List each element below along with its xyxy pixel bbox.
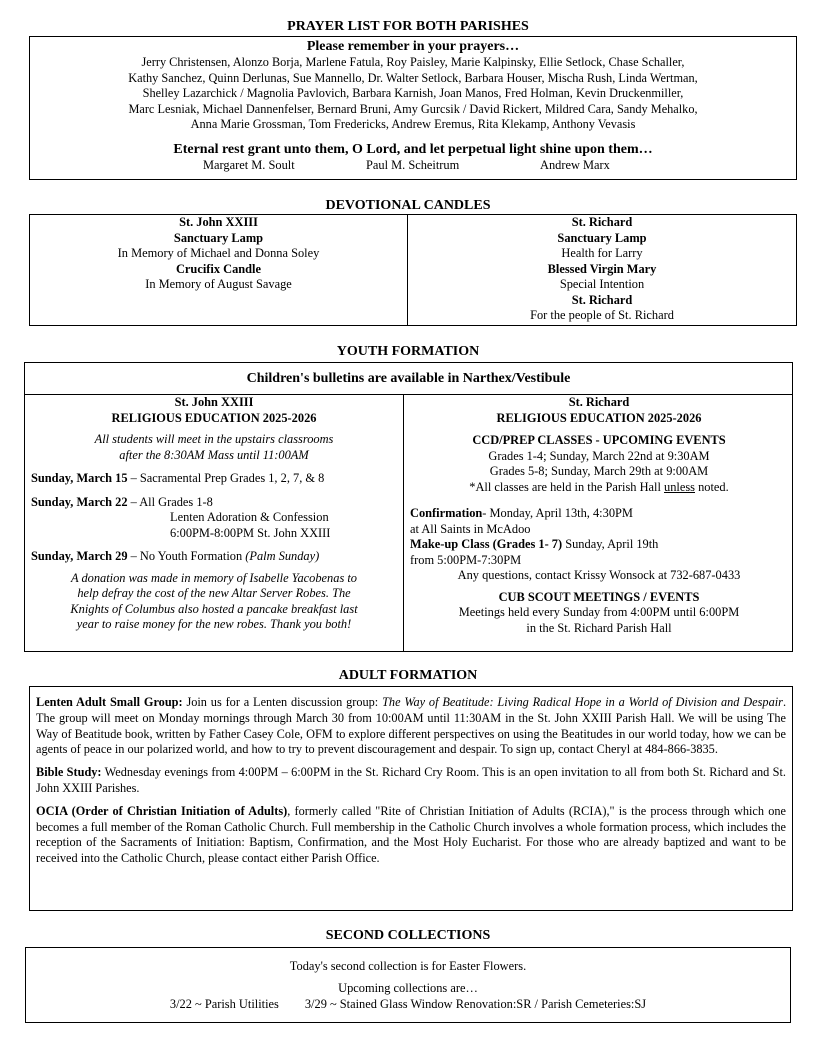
ccd-line: Grades 1-4; Sunday, March 22nd at 9:30AM: [488, 448, 710, 463]
youth-box: [24, 362, 793, 652]
candles-title: DEVOTIONAL CANDLES: [325, 198, 491, 213]
event-line: [31, 471, 397, 487]
donation-note: [31, 571, 397, 633]
youth-note: All students will meet in the upstairs classrooms: [94, 432, 334, 446]
candles-left-column: [30, 215, 407, 325]
adult-title: ADULT FORMATION: [338, 668, 478, 683]
event-note: (Palm Sunday): [245, 549, 320, 563]
candle-text: Health for Larry: [561, 246, 643, 260]
collections-upcoming: Upcoming collections are…: [338, 981, 478, 995]
prayer-line: Anna Marie Grossman, Tom Fredericks, Andrew Eremus, Rita Klekamp, Anthony Vevasis: [190, 117, 636, 131]
event-detail: Lenten Adoration & Confession: [170, 510, 329, 524]
deceased-name: Andrew Marx: [540, 157, 610, 172]
confirmation-location: at All Saints in McAdoo: [410, 521, 531, 536]
event-date: Sunday, March 22: [31, 494, 128, 509]
youth-right-column: [410, 395, 788, 636]
makeup-time: from 5:00PM-7:30PM: [410, 552, 522, 567]
makeup-label: Make-up Class (Grades 1- 7): [410, 537, 563, 551]
donation-line: help defray the cost of the new Altar Server Robes. The: [77, 586, 351, 600]
confirmation-text: - Monday, April 13th, 4:30PM: [482, 506, 633, 520]
donation-line: A donation was made in memory of Isabelle Yacobenas to: [71, 570, 357, 585]
adult-box: [29, 686, 793, 911]
prayer-list-box: [29, 36, 797, 180]
paragraph-label: OCIA (Order of Christian Initiation of Adults): [36, 803, 288, 818]
collections-title: SECOND COLLECTIONS: [325, 928, 491, 943]
ccd-note-text: *All classes are held in the Parish Hall: [469, 479, 665, 494]
scout-heading: CUB SCOUT MEETINGS / EVENTS: [498, 589, 700, 604]
candle-item: Sanctuary Lamp: [557, 230, 647, 245]
prayer-line: Shelley Lazarchick / Magnolia Pavlovich, Barbara Karnish, Joan Manos, Fred Holman, Kevin Druckenmiller,: [142, 86, 684, 100]
prayer-line: Kathy Sanchez, Quinn Derlunas, Sue Mannello, Dr. Walter Setlock, Barbara Houser, Mischa Rush, Linda Wertman,: [128, 70, 698, 85]
bulletin-banner: Children's bulletins are available in Narthex/Vestibule: [246, 371, 571, 386]
confirmation-line: [410, 506, 788, 522]
candle-text: In Memory of Michael and Donna Soley: [117, 246, 320, 260]
ccd-heading: CCD/PREP CLASSES - UPCOMING EVENTS: [472, 433, 726, 447]
candle-text: For the people of St. Richard: [530, 308, 674, 322]
prayer-names: [30, 55, 796, 133]
candles-box: [29, 214, 797, 326]
event-text: – Sacramental Prep Grades 1, 2, 7, & 8: [127, 471, 325, 485]
candle-parish: St. John XXIII: [179, 215, 258, 229]
event-line: [31, 549, 397, 565]
youth-program: RELIGIOUS EDUCATION 2025-2026: [111, 410, 317, 425]
paragraph-text: Join us for a Lenten discussion group:: [182, 695, 383, 709]
event-detail: 6:00PM-8:00PM St. John XXIII: [170, 525, 331, 540]
ccd-note-emphasis: unless: [664, 479, 695, 494]
candle-parish: St. Richard: [571, 215, 633, 229]
collection-item: 3/22 ~ Parish Utilities: [169, 997, 279, 1011]
candle-text: In Memory of August Savage: [145, 277, 292, 291]
youth-note: after the 8:30AM Mass until 11:00AM: [119, 447, 309, 462]
deceased-list: [30, 158, 796, 174]
deceased-name: Margaret M. Soult: [203, 157, 295, 172]
prayer-list-title: PRAYER LIST FOR BOTH PARISHES: [287, 19, 529, 34]
youth-parish: St. Richard: [568, 395, 630, 409]
donation-line: Knights of Columbus also hosted a pancake breakfast last: [70, 601, 358, 616]
candle-item: Sanctuary Lamp: [173, 230, 264, 245]
candle-item: St. Richard: [571, 292, 633, 307]
eternal-rest-heading: Eternal rest grant unto them, O Lord, and let perpetual light shine upon them…: [173, 141, 653, 157]
ccd-note: [410, 480, 788, 496]
prayer-line: Jerry Christensen, Alonzo Borja, Marlene Fatula, Roy Paisley, Marie Kalpinsky, Ellie Setlock, Chase Schaller,: [141, 55, 685, 69]
event-line: [31, 495, 397, 511]
youth-parish: St. John XXIII: [174, 395, 254, 409]
event-text: – No Youth Formation: [127, 549, 246, 563]
candle-item: Crucifix Candle: [175, 261, 261, 276]
donation-line: year to raise money for the new robes. Thank you both!: [76, 617, 352, 631]
ccd-note-text: noted.: [695, 479, 729, 494]
ccd-line: Grades 5-8; Sunday, March 29th at 9:00AM: [489, 464, 709, 478]
paragraph-label: Bible Study:: [36, 765, 102, 780]
youth-left-column: [31, 395, 397, 633]
youth-divider: [403, 394, 404, 651]
candle-item: Blessed Virgin Mary: [547, 261, 657, 276]
collections-schedule: [26, 996, 790, 1012]
collection-item: 3/29 ~ Stained Glass Window Renovation:SR / Parish Cemeteries:SJ: [304, 997, 647, 1011]
book-title: The Way of Beatitude: Living Radical Hope in a World of Division and Despair: [382, 695, 783, 709]
collections-box: [25, 947, 791, 1023]
event-date: Sunday, March 29: [31, 549, 128, 563]
contact-line: Any questions, contact Krissy Wonsock at 732-687-0433: [457, 568, 741, 582]
adult-paragraph: [36, 804, 786, 867]
candle-text: Special Intention: [559, 277, 645, 291]
deceased-name: Paul M. Scheitrum: [366, 157, 460, 172]
makeup-text: Sunday, April 19th: [562, 537, 659, 551]
paragraph-text: , formerly called "Rite of Christian Initiation of Adults (RCIA)," is the process through which one becomes a full member of the Roman Catholic Church. Full membership in the Catholic Church involves a whole formation process, which includes the reception of the Sacraments of Initiation: Baptism, Confirmation, and the Most Holy Eucharist. For those who are already baptized and want to be received into the Catholic Church, please contact either Parish Office.: [36, 803, 786, 866]
confirmation-label: Confirmation: [410, 506, 483, 520]
paragraph-text: . The group will meet on Monday mornings through March 30 from 10:00AM until 11:30AM in the St. John XXIII Parish Hall. We will be using The Way of Beatitude book, written by Father Casey Cole, OFM to explore different perspectives on using the Beatitudes in our world today, how we can be agents of peace in our polarized world, and how to try to prevent discouragement and despair. To sign up, contact Cheryl at 484-866-3835.: [36, 695, 787, 757]
adult-content: [36, 695, 786, 867]
event-date: Sunday, March 15: [31, 471, 128, 485]
youth-program: RELIGIOUS EDUCATION 2025-2026: [496, 410, 702, 425]
youth-title: YOUTH FORMATION: [336, 344, 480, 359]
adult-paragraph: [36, 765, 786, 797]
collections-today: Today's second collection is for Easter Flowers.: [289, 959, 527, 973]
paragraph-text: Wednesday evenings from 4:00PM – 6:00PM in the St. Richard Cry Room. This is an open invitation to all from both St. Richard and St. John XXIII Parishes.: [36, 765, 786, 795]
event-text: – All Grades 1-8: [127, 494, 213, 509]
makeup-line: [410, 537, 788, 553]
candles-right-column: [408, 215, 796, 325]
prayer-heading: Please remember in your prayers…: [306, 39, 520, 54]
scout-line: Meetings held every Sunday from 4:00PM until 6:00PM: [458, 605, 740, 619]
prayer-line: Marc Lesniak, Michael Dannenfelser, Bernard Bruni, Amy Gurcsik / David Rickert, Mildred Cara, Sandy Mehalko,: [128, 101, 698, 116]
paragraph-label: Lenten Adult Small Group:: [36, 695, 183, 709]
adult-paragraph: [36, 695, 786, 758]
scout-line: in the St. Richard Parish Hall: [526, 620, 672, 635]
